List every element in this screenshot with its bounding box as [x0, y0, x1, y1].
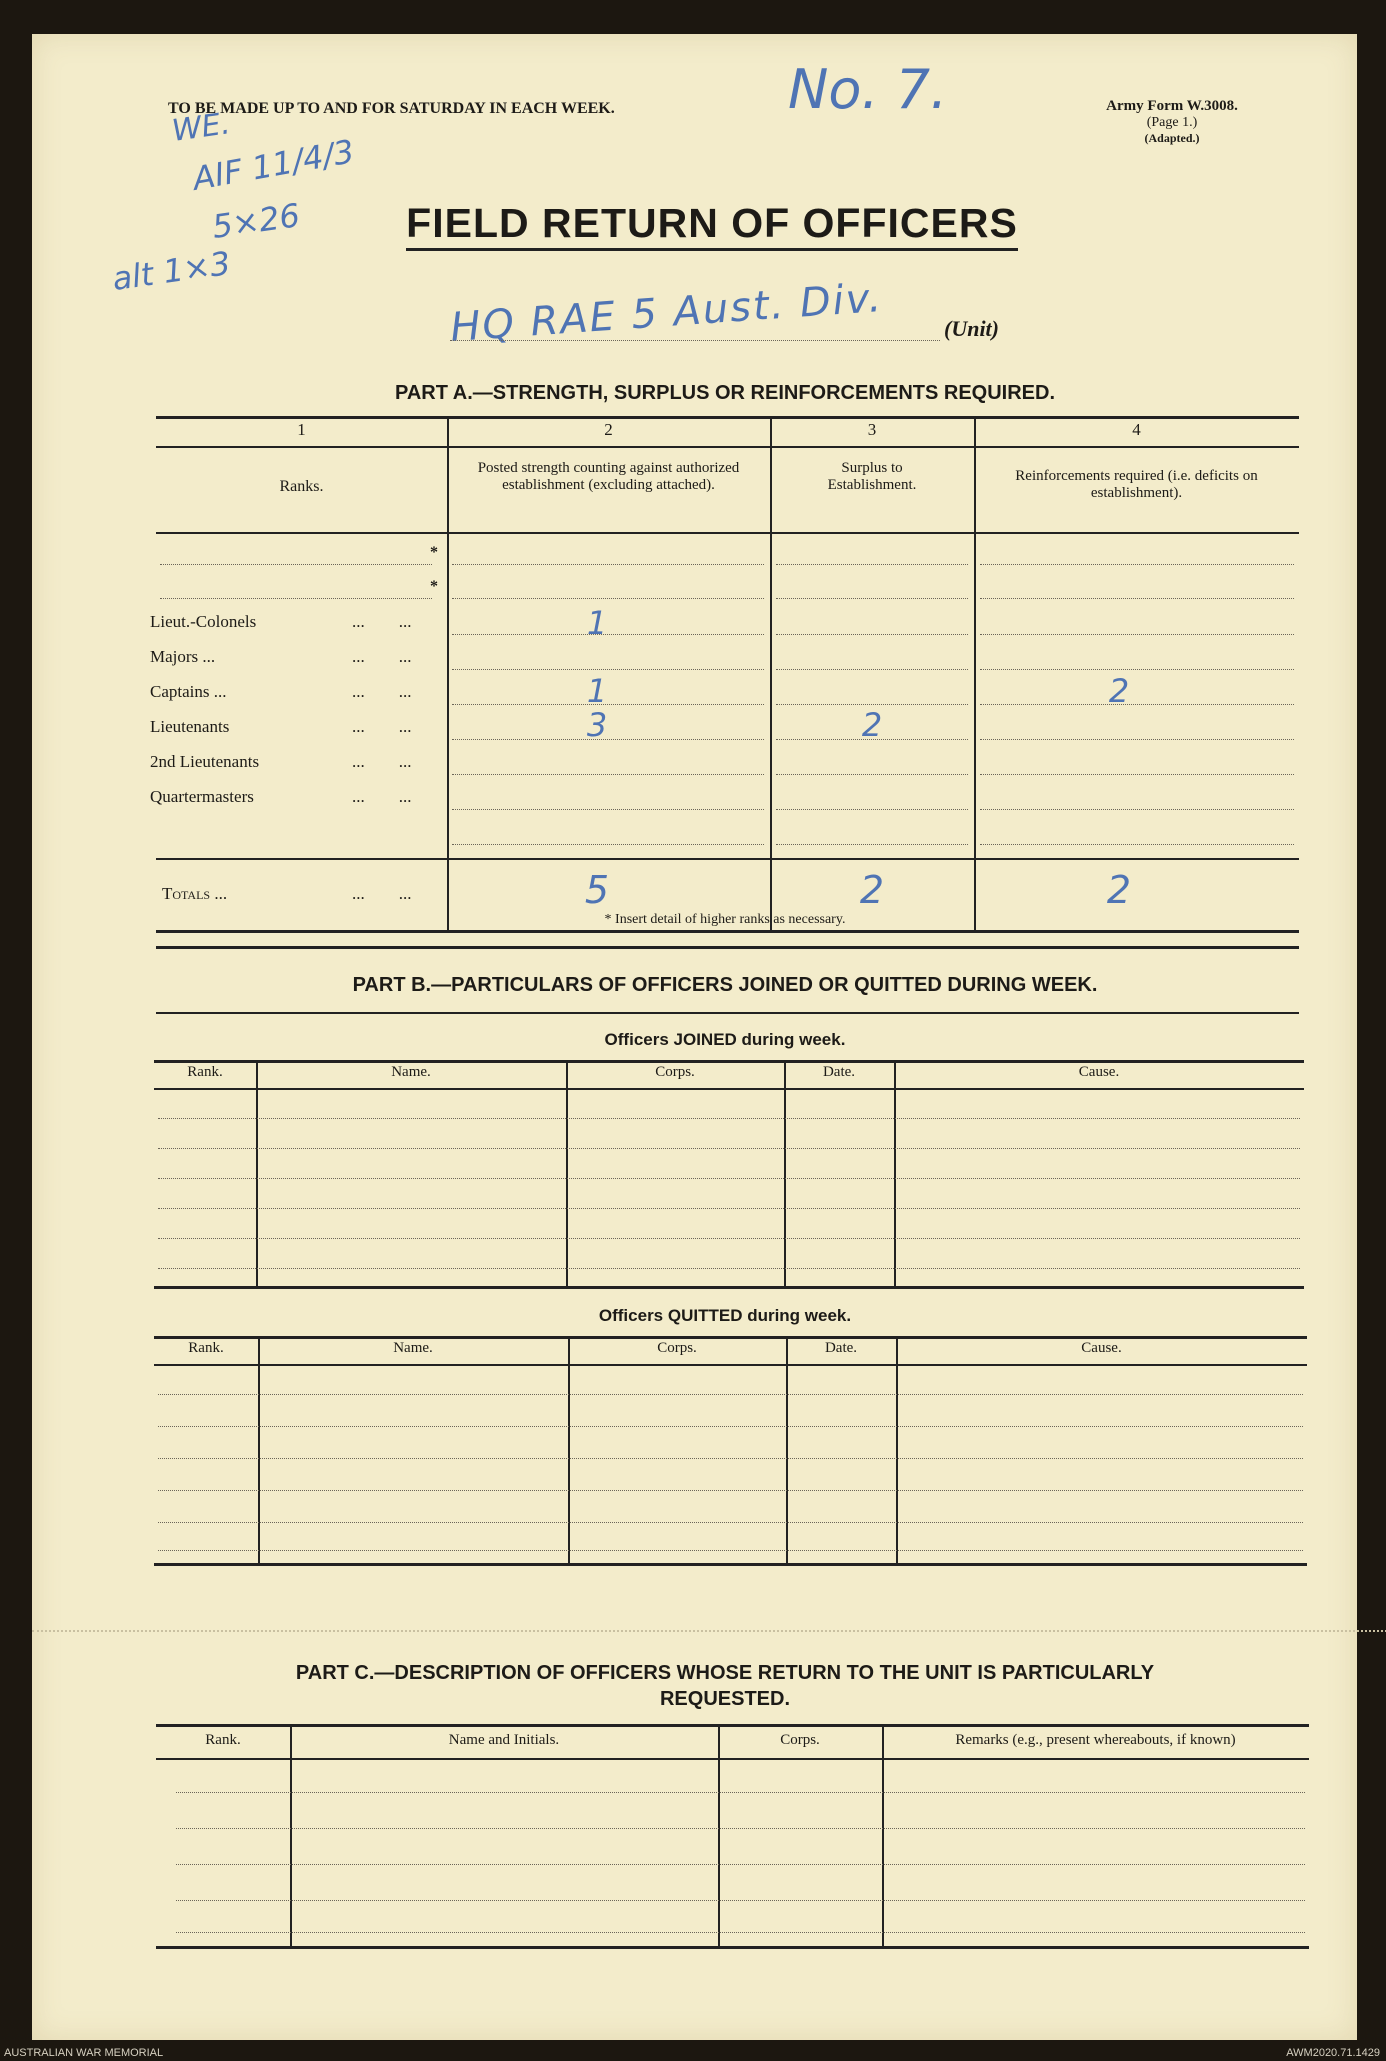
footer-left: AUSTRALIAN WAR MEMORIAL [4, 2047, 164, 2059]
rank-label: Captains ... [150, 682, 227, 701]
form-name: Army Form W.3008. [1106, 98, 1238, 114]
unit-label: (Unit) [944, 316, 999, 341]
handwritten-ratio: 5×26 [209, 196, 303, 246]
posted-value: 1 [586, 672, 608, 710]
rank-leader-dots: ... ... [352, 682, 412, 701]
col-number-3: 3 [867, 420, 877, 439]
perforation-line [32, 1630, 1386, 1632]
handwritten-alt: alt 1×3 [109, 243, 233, 299]
joined-title: Officers JOINED during week. [604, 1030, 846, 1049]
col-number-4: 4 [1132, 420, 1141, 439]
page-title: FIELD RETURN OF OFFICERS [406, 200, 1018, 251]
quitted-col-corps: Corps. [657, 1340, 697, 1356]
quitted-title: Officers QUITTED during week. [598, 1306, 852, 1325]
totals-posted: 5 [584, 868, 610, 912]
part-c-col-corps: Corps. [780, 1732, 820, 1748]
part-c-col-name: Name and Initials. [448, 1732, 560, 1748]
rank-label: Quartermasters [150, 787, 254, 806]
rank-label: 2nd Lieutenants [150, 752, 260, 771]
rank-label: Lieut.-Colonels [150, 612, 257, 631]
part-c-col-rank: Rank. [205, 1732, 241, 1748]
part-c-col-remarks: Remarks (e.g., present whereabouts, if known) [955, 1732, 1236, 1748]
part-c-title-line2: REQUESTED. [659, 1688, 791, 1710]
reinforcements-value: 2 [1108, 672, 1130, 710]
rank-leader-dots: ... ... [352, 612, 412, 631]
col-number-1: 1 [297, 420, 306, 439]
divider [156, 1012, 1299, 1014]
ranks-header: Ranks. [279, 478, 324, 495]
posted-header: Posted strength counting against authorized establishment (excluding attached). [477, 460, 740, 493]
page-title-wrap [362, 200, 1062, 247]
footer-right: AWM2020.71.1429 [1286, 2047, 1380, 2059]
part-a-table [150, 416, 1299, 932]
form-page: (Page 1.) [1146, 115, 1198, 130]
surplus-header: Surplus to Establishment. [827, 460, 917, 493]
star-marker-1: * [430, 544, 438, 561]
quitted-col-rank: Rank. [188, 1340, 224, 1356]
quitted-table [154, 1336, 1307, 1566]
part-a-footnote: * Insert detail of higher ranks as necessary. [604, 912, 846, 927]
rank-leader-dots: ... ... [352, 787, 412, 806]
joined-col-cause: Cause. [1078, 1064, 1120, 1080]
joined-col-rank: Rank. [187, 1064, 223, 1080]
star-marker-2: * [430, 578, 438, 595]
surplus-value: 2 [861, 706, 883, 744]
rank-label: Lieutenants [150, 717, 230, 736]
form-adapted: (Adapted.) [1144, 131, 1200, 145]
rank-label: Majors ... [150, 647, 216, 666]
part-a-title: PART A.—STRENGTH, SURPLUS OR REINFORCEMENTS REQUIRED. [394, 382, 1056, 404]
totals-leader-dots: ... ... [352, 884, 412, 903]
col-number-2: 2 [604, 420, 613, 439]
handwritten-we: WE. [169, 106, 233, 149]
joined-col-name: Name. [391, 1064, 431, 1080]
unit-dotted-line [450, 340, 940, 341]
totals-reinforcements: 2 [1106, 868, 1132, 912]
rank-leader-dots: ... ... [352, 752, 412, 771]
handwritten-aif: AIF 11/4/3 [189, 132, 357, 198]
divider [156, 946, 1299, 949]
joined-col-date: Date. [822, 1064, 856, 1080]
form-reference [1072, 98, 1272, 146]
rank-leader-dots: ... ... [352, 647, 412, 666]
rank-leader-dots: ... ... [352, 717, 412, 736]
joined-table [154, 1060, 1304, 1288]
form-sheet [32, 34, 1357, 2040]
part-c-title-line1: PART C.—DESCRIPTION OF OFFICERS WHOSE RETURN TO THE UNIT IS PARTICULARLY [295, 1662, 1155, 1684]
joined-col-corps: Corps. [655, 1064, 695, 1080]
totals-surplus: 2 [859, 868, 885, 912]
part-c-title [150, 1660, 1300, 1712]
part-b-title: PART B.—PARTICULARS OF OFFICERS JOINED OR QUITTED DURING WEEK. [352, 974, 1098, 996]
reinforcements-header: Reinforcements required (i.e. deficits on establishment). [1015, 468, 1258, 501]
quitted-col-cause: Cause. [1081, 1340, 1122, 1356]
handwritten-number: No. 7. [788, 58, 948, 121]
part-c-table [156, 1724, 1309, 1948]
quitted-col-date: Date. [824, 1340, 858, 1356]
posted-value: 1 [586, 604, 608, 642]
posted-value: 3 [586, 706, 608, 744]
handwritten-unit: HQ RAE 5 Aust. Div. [448, 274, 885, 352]
instruction-text: TO BE MADE UP TO AND FOR SATURDAY IN EACH WEEK. [168, 100, 615, 117]
quitted-col-name: Name. [393, 1340, 433, 1356]
totals-label: Totals ... [162, 884, 228, 903]
